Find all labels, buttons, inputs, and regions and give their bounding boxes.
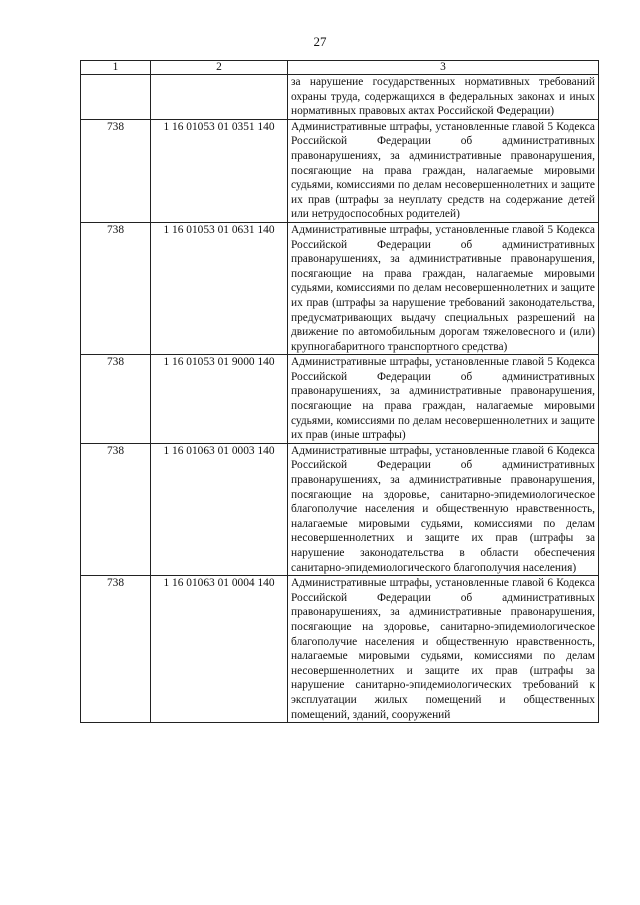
table-row [81,222,599,354]
column-header-3: 3 [288,61,599,75]
table-header-row [81,61,599,75]
column-header-1: 1 [81,61,151,75]
admin-code: 738 [81,222,151,354]
admin-code: 738 [81,443,151,575]
admin-code: 738 [81,576,151,723]
budget-classification-code: 1 16 01053 01 0631 140 [151,222,288,354]
continuation-row [81,75,599,120]
fine-description: Административные штрафы, установленные главой 6 Кодекса Российской Федерации об административных правонарушениях, за административные правонарушения, посягающие на здоровье, санитарно-эпидемиологическое благополучие населения и общественную нравственность, налагаемые мировыми судьями, комиссиями по делам несовершеннолетних и защите их прав (штрафы за нарушение санитарно-эпидемиологических требований к эксплуатации жилых помещений и общественных помещений, зданий, сооружений [288,576,599,723]
fine-description: Административные штрафы, установленные главой 5 Кодекса Российской Федерации об административных правонарушениях, за административные правонарушения, посягающие на права граждан, налагаемые мировыми судьями, комиссиями по делам несовершеннолетних и защите их прав (иные штрафы) [288,355,599,444]
budget-classification-code: 1 16 01053 01 0351 140 [151,119,288,222]
empty-code-cell [81,75,151,120]
empty-kbk-cell [151,75,288,120]
table-row [81,355,599,444]
fine-description: Административные штрафы, установленные главой 6 Кодекса Российской Федерации об административных правонарушениях, за административные правонарушения, посягающие на здоровье, санитарно-эпидемиологическое благополучие населения и общественную нравственность, налагаемые мировыми судьями, комиссиями по делам несовершеннолетних и защите их прав (штрафы за нарушение законодательства в области обеспечения санитарно-эпидемиологического благополучия населения) [288,443,599,575]
fines-table [80,60,599,723]
table-row [81,576,599,723]
budget-classification-code: 1 16 01063 01 0003 140 [151,443,288,575]
admin-code: 738 [81,355,151,444]
budget-classification-code: 1 16 01053 01 9000 140 [151,355,288,444]
page-number: 27 [313,34,327,49]
budget-classification-code: 1 16 01063 01 0004 140 [151,576,288,723]
fine-description: Административные штрафы, установленные главой 5 Кодекса Российской Федерации об административных правонарушениях, за административные правонарушения, посягающие на права граждан, налагаемые мировыми судьями, комиссиями по делам несовершеннолетних и защите их прав (штрафы за нарушение требований законодательства, предусматривающих выдачу специальных разрешений на движение по автомобильным дорогам тяжеловесного и (или) крупногабаритного транспортного средства) [288,222,599,354]
continuation-description: за нарушение государственных нормативных требований охраны труда, содержащихся в федеральных законах и иных нормативных правовых актах Российской Федерации) [288,75,599,120]
fine-description: Административные штрафы, установленные главой 5 Кодекса Российской Федерации об административных правонарушениях, за административные правонарушения, посягающие на права граждан, налагаемые мировыми судьями, комиссиями по делам несовершеннолетних и защите их прав (штрафы за неуплату средств на содержание детей или нетрудоспособных родителей) [288,119,599,222]
table-row [81,443,599,575]
table-row [81,119,599,222]
column-header-2: 2 [151,61,288,75]
admin-code: 738 [81,119,151,222]
